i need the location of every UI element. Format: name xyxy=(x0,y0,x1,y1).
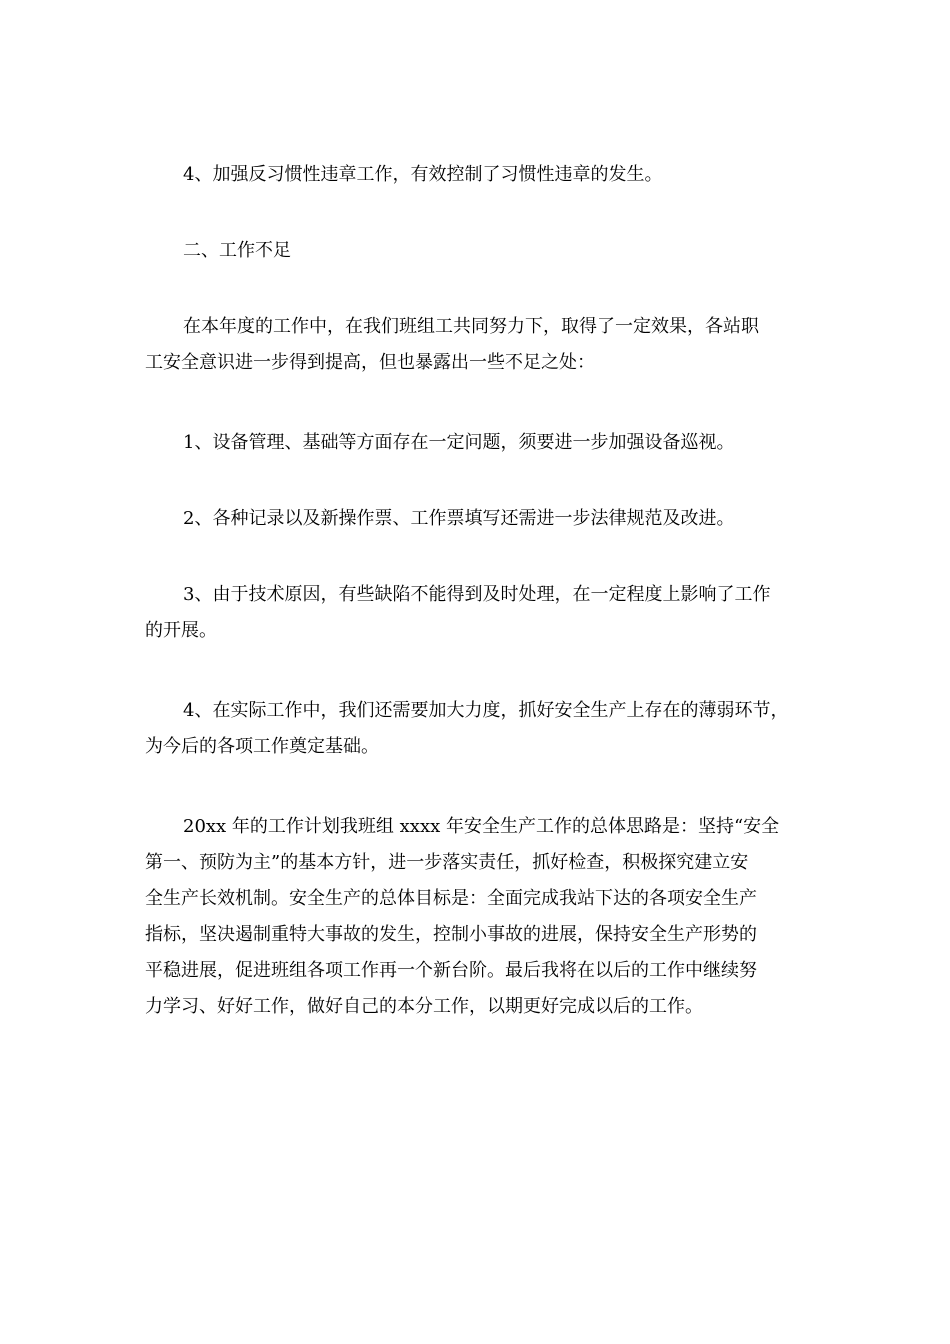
section-heading-shortcomings xyxy=(145,233,825,269)
heading-text: 二、工作不足 xyxy=(183,240,291,261)
paragraph-shortcoming-1 xyxy=(145,425,825,461)
text-line: 平稳进展，促进班组各项工作再一个新台阶。最后我将在以后的工作中继续努 xyxy=(145,960,757,981)
text-line: 为今后的各项工作奠定基础。 xyxy=(145,736,379,757)
text-line: 在本年度的工作中，在我们班组工共同努力下，取得了一定效果，各站职 xyxy=(183,316,759,337)
paragraph-shortcomings-intro xyxy=(145,309,825,381)
text-line: 指标，坚决遏制重特大事故的发生，控制小事故的进展，保持安全生产形势的 xyxy=(145,924,757,945)
text-line: 的开展。 xyxy=(145,620,217,641)
text-line: 4、在实际工作中，我们还需要加大力度，抓好安全生产上存在的薄弱环节， xyxy=(183,700,789,721)
paragraph-shortcoming-3 xyxy=(145,577,825,649)
paragraph-shortcoming-4 xyxy=(145,693,825,765)
paragraph-work-plan xyxy=(145,809,825,1025)
text-line: 工安全意识进一步得到提高，但也暴露出一些不足之处： xyxy=(145,352,595,373)
text-line: 第一、预防为主”的基本方针，进一步落实责任，抓好检查，积极探究建立安 xyxy=(145,852,749,873)
text-line: 2、各种记录以及新操作票、工作票填写还需进一步法律规范及改进。 xyxy=(183,508,735,529)
paragraph-shortcoming-2 xyxy=(145,501,825,537)
text-line: 1、设备管理、基础等方面存在一定问题，须要进一步加强设备巡视。 xyxy=(183,432,735,453)
text-line: 力学习、好好工作，做好自己的本分工作，以期更好完成以后的工作。 xyxy=(145,996,703,1017)
text-line: 20xx 年的工作计划我班组 xxxx 年安全生产工作的总体思路是：坚持“安全 xyxy=(183,816,780,837)
text-line: 3、由于技术原因，有些缺陷不能得到及时处理，在一定程度上影响了工作 xyxy=(183,584,771,605)
text-line: 4、加强反习惯性违章工作，有效控制了习惯性违章的发生。 xyxy=(183,164,663,185)
paragraph-item-4-habitual-violations xyxy=(145,157,825,193)
text-line: 全生产长效机制。安全生产的总体目标是：全面完成我站下达的各项安全生产 xyxy=(145,888,757,909)
